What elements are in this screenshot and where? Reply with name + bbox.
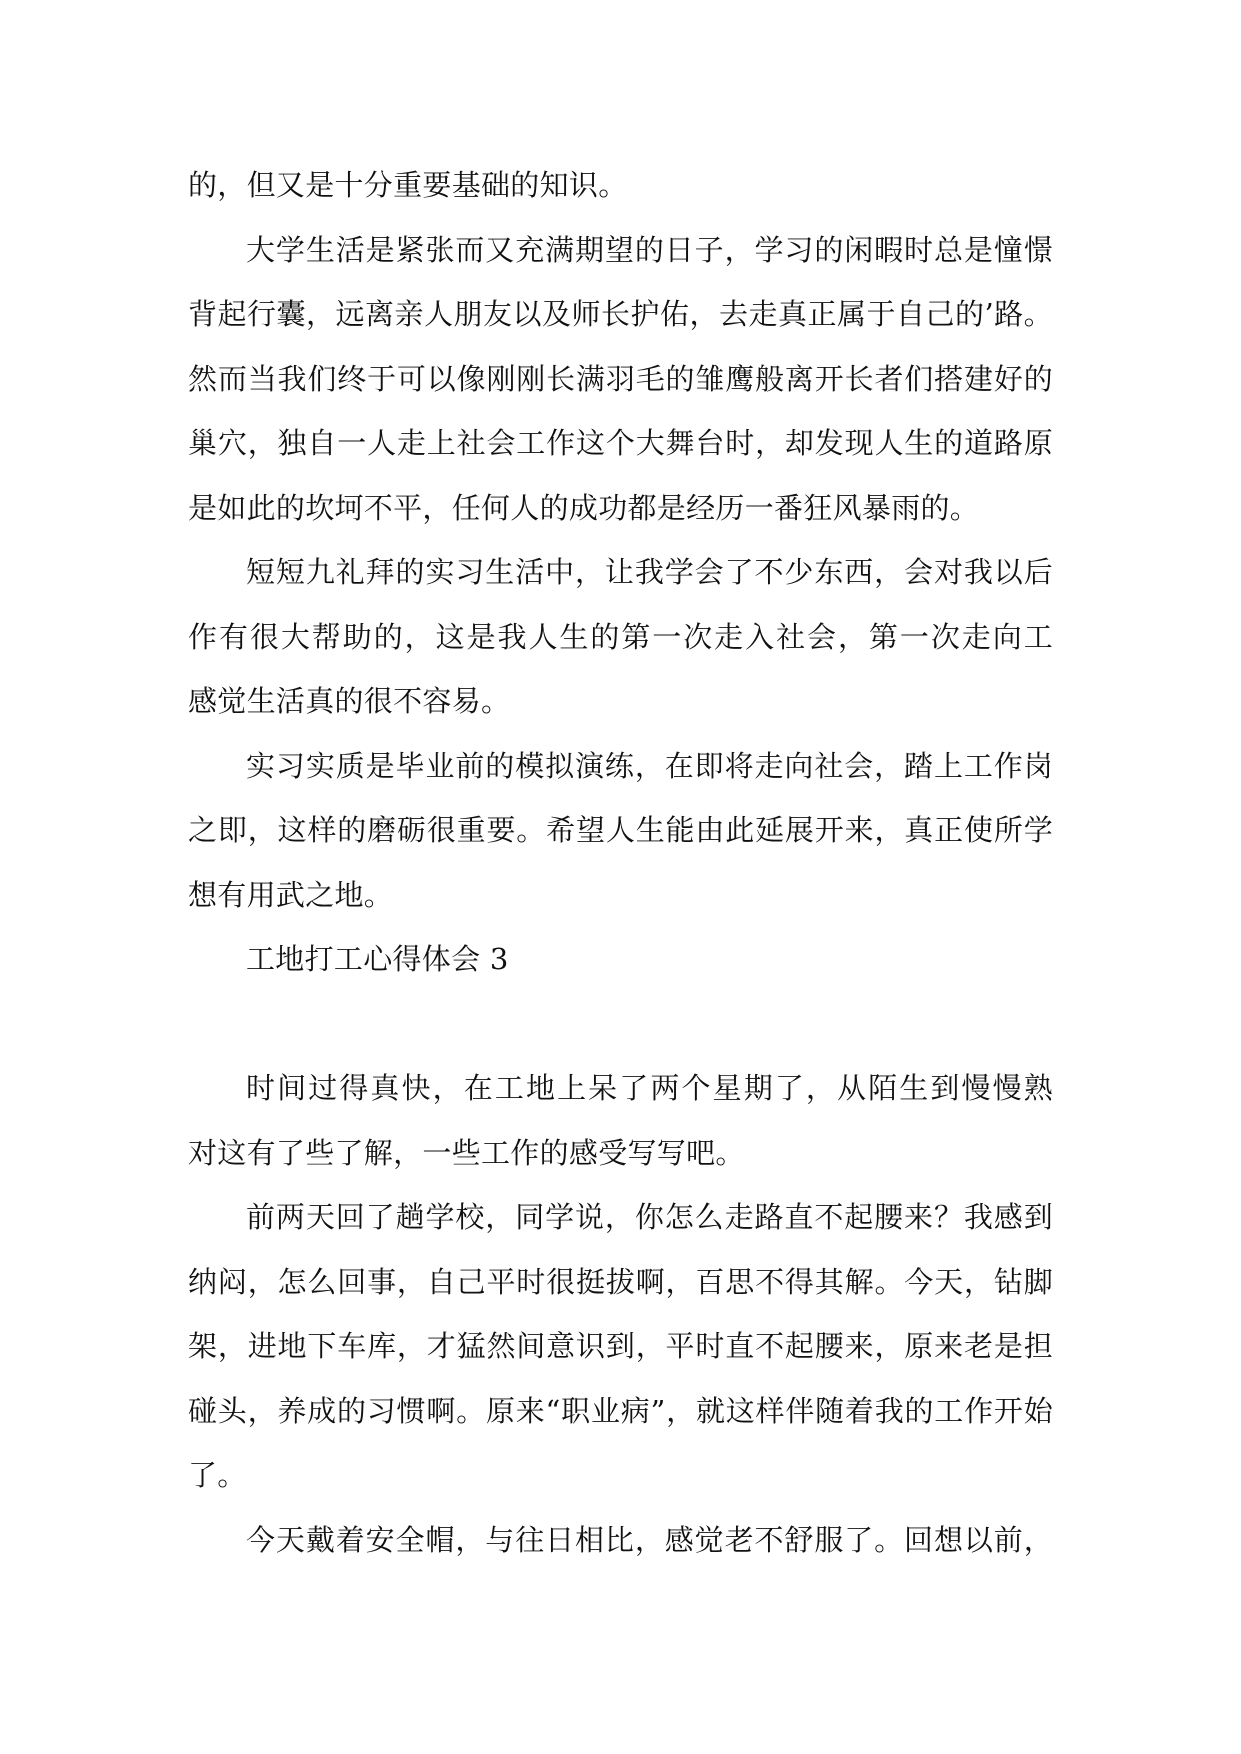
paragraph-line: 的，但又是十分重要基础的知识。 [188, 168, 628, 202]
paragraph-line: 背起行囊，远离亲人朋友以及师长护佑，去走真正属于自己的’路。 [188, 297, 1053, 331]
paragraph-line: 大学生活是紧张而又充满期望的日子，学习的闲暇时总是憧憬 [246, 232, 1053, 267]
paragraph-line: 时间过得真快，在工地上呆了两个星期了，从陌生到慢慢熟 [246, 1071, 1053, 1105]
paragraph-line: 短短九礼拜的实习生活中，让我学会了不少东西，会对我以后 [246, 555, 1053, 589]
paragraph-line: 纳闷，怎么回事，自己平时很挺拔啊，百思不得其解。今天，钻脚 [188, 1264, 1053, 1299]
paragraph-line: 之即，这样的磨砺很重要。希望人生能由此延展开来，真正使所学 [188, 813, 1053, 847]
document-body [188, 153, 1053, 1572]
paragraph-line: 了。 [188, 1458, 247, 1492]
paragraph-line: 巢穴，独自一人走上社会工作这个大舞台时，却发现人生的道路原 [188, 426, 1053, 460]
paragraph-line: 对这有了些了解，一些工作的感受写写吧。 [188, 1135, 745, 1170]
paragraph-line: 想有用武之地。 [188, 877, 394, 912]
blank-line [188, 992, 1053, 1057]
paragraph-line: 碰头，养成的习惯啊。原来“职业病”，就这样伴随着我的工作开始 [188, 1393, 1053, 1428]
paragraph-line: 今天戴着安全帽，与往日相比，感觉老不舒服了。回想以前， [246, 1522, 1053, 1557]
paragraph-line: 然而当我们终于可以像刚刚长满羽毛的雏鹰般离开长者们搭建好的 [188, 361, 1053, 396]
paragraph-line: 感觉生活真的很不容易。 [188, 684, 511, 718]
paragraph-line: 架，进地下车库，才猛然间意识到，平时直不起腰来，原来老是担 [188, 1329, 1053, 1363]
paragraph-line: 实习实质是毕业前的模拟演练，在即将走向社会，踏上工作岗 [246, 748, 1053, 783]
section-heading: 工地打工心得体会 3 [246, 942, 509, 976]
paragraph-line: 前两天回了趟学校，同学说，你怎么走路直不起腰来？我感到 [246, 1200, 1053, 1234]
paragraph-line: 是如此的坎坷不平，任何人的成功都是经历一番狂风暴雨的。 [188, 490, 980, 525]
paragraph-line: 作有很大帮助的，这是我人生的第一次走入社会，第一次走向工 [188, 619, 1053, 654]
